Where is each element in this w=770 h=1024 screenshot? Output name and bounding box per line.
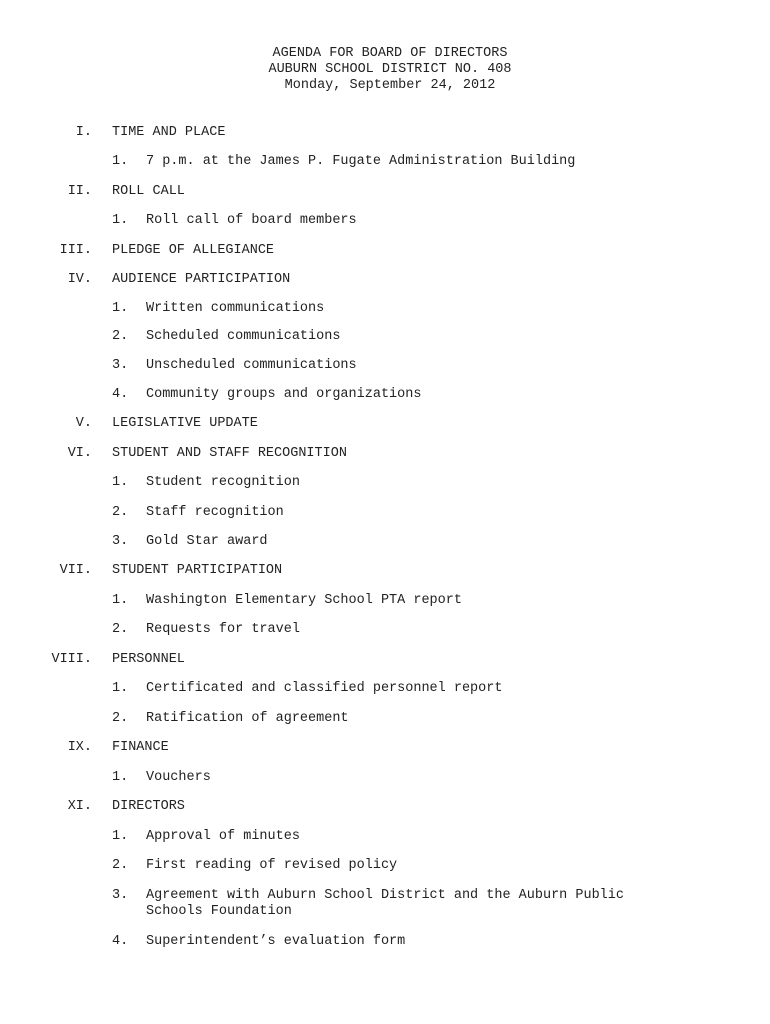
item-text: Approval of minutes <box>146 829 300 844</box>
section-numeral: III. <box>59 243 92 258</box>
item-text: Superintendent’s evaluation form <box>146 934 406 949</box>
header-district: AUBURN SCHOOL DISTRICT NO. 408 <box>268 62 512 77</box>
section-title: DIRECTORS <box>112 799 185 814</box>
item-number: 1. <box>112 475 129 490</box>
item-text: Ratification of agreement <box>146 711 349 726</box>
item-text: Washington Elementary School PTA report <box>146 593 462 608</box>
item-text: Requests for travel <box>146 622 300 637</box>
item-text-continued: Schools Foundation <box>146 904 292 919</box>
item-number: 2. <box>112 858 129 873</box>
item-text: Scheduled communications <box>146 329 341 344</box>
section-numeral: II. <box>67 184 92 199</box>
item-number: 4. <box>112 934 129 949</box>
section-numeral: I. <box>75 125 92 140</box>
item-number: 1. <box>112 770 129 785</box>
section-title: AUDIENCE PARTICIPATION <box>112 272 291 287</box>
item-number: 1. <box>112 301 129 316</box>
section-numeral: IX. <box>67 740 92 755</box>
section-title: ROLL CALL <box>112 184 185 199</box>
item-number: 3. <box>112 358 129 373</box>
item-text: Staff recognition <box>146 505 284 520</box>
section-title: PERSONNEL <box>112 652 185 667</box>
item-text: First reading of revised policy <box>146 858 398 873</box>
item-text: Unscheduled communications <box>146 358 357 373</box>
item-number: 3. <box>112 888 129 903</box>
item-number: 2. <box>112 711 129 726</box>
section-title: FINANCE <box>112 740 169 755</box>
item-number: 4. <box>112 387 129 402</box>
item-number: 2. <box>112 505 129 520</box>
item-text: Roll call of board members <box>146 213 357 228</box>
item-text: Community groups and organizations <box>146 387 422 402</box>
item-text: Agreement with Auburn School District and the Auburn Public <box>146 888 624 903</box>
item-text: Written communications <box>146 301 325 316</box>
item-number: 3. <box>112 534 129 549</box>
section-numeral: VII. <box>59 563 92 578</box>
header-date: Monday, September 24, 2012 <box>284 78 496 93</box>
section-numeral: V. <box>75 416 92 431</box>
item-number: 1. <box>112 681 129 696</box>
item-number: 1. <box>112 213 129 228</box>
section-numeral: VIII. <box>51 652 92 667</box>
section-title: LEGISLATIVE UPDATE <box>112 416 258 431</box>
item-text: 7 p.m. at the James P. Fugate Administration Building <box>146 154 576 169</box>
item-text: Certificated and classified personnel report <box>146 681 503 696</box>
item-number: 2. <box>112 329 129 344</box>
item-number: 1. <box>112 829 129 844</box>
item-number: 2. <box>112 622 129 637</box>
item-number: 1. <box>112 154 129 169</box>
item-text: Vouchers <box>146 770 211 785</box>
item-text: Gold Star award <box>146 534 268 549</box>
section-title: PLEDGE OF ALLEGIANCE <box>112 243 275 258</box>
section-title: TIME AND PLACE <box>112 125 226 140</box>
section-title: STUDENT AND STAFF RECOGNITION <box>112 446 347 461</box>
header-title: AGENDA FOR BOARD OF DIRECTORS <box>272 46 508 61</box>
section-numeral: XI. <box>67 799 92 814</box>
item-text: Student recognition <box>146 475 300 490</box>
agenda-header <box>0 46 770 94</box>
section-title: STUDENT PARTICIPATION <box>112 563 283 578</box>
section-numeral: VI. <box>67 446 92 461</box>
section-numeral: IV. <box>67 272 92 287</box>
item-number: 1. <box>112 593 129 608</box>
